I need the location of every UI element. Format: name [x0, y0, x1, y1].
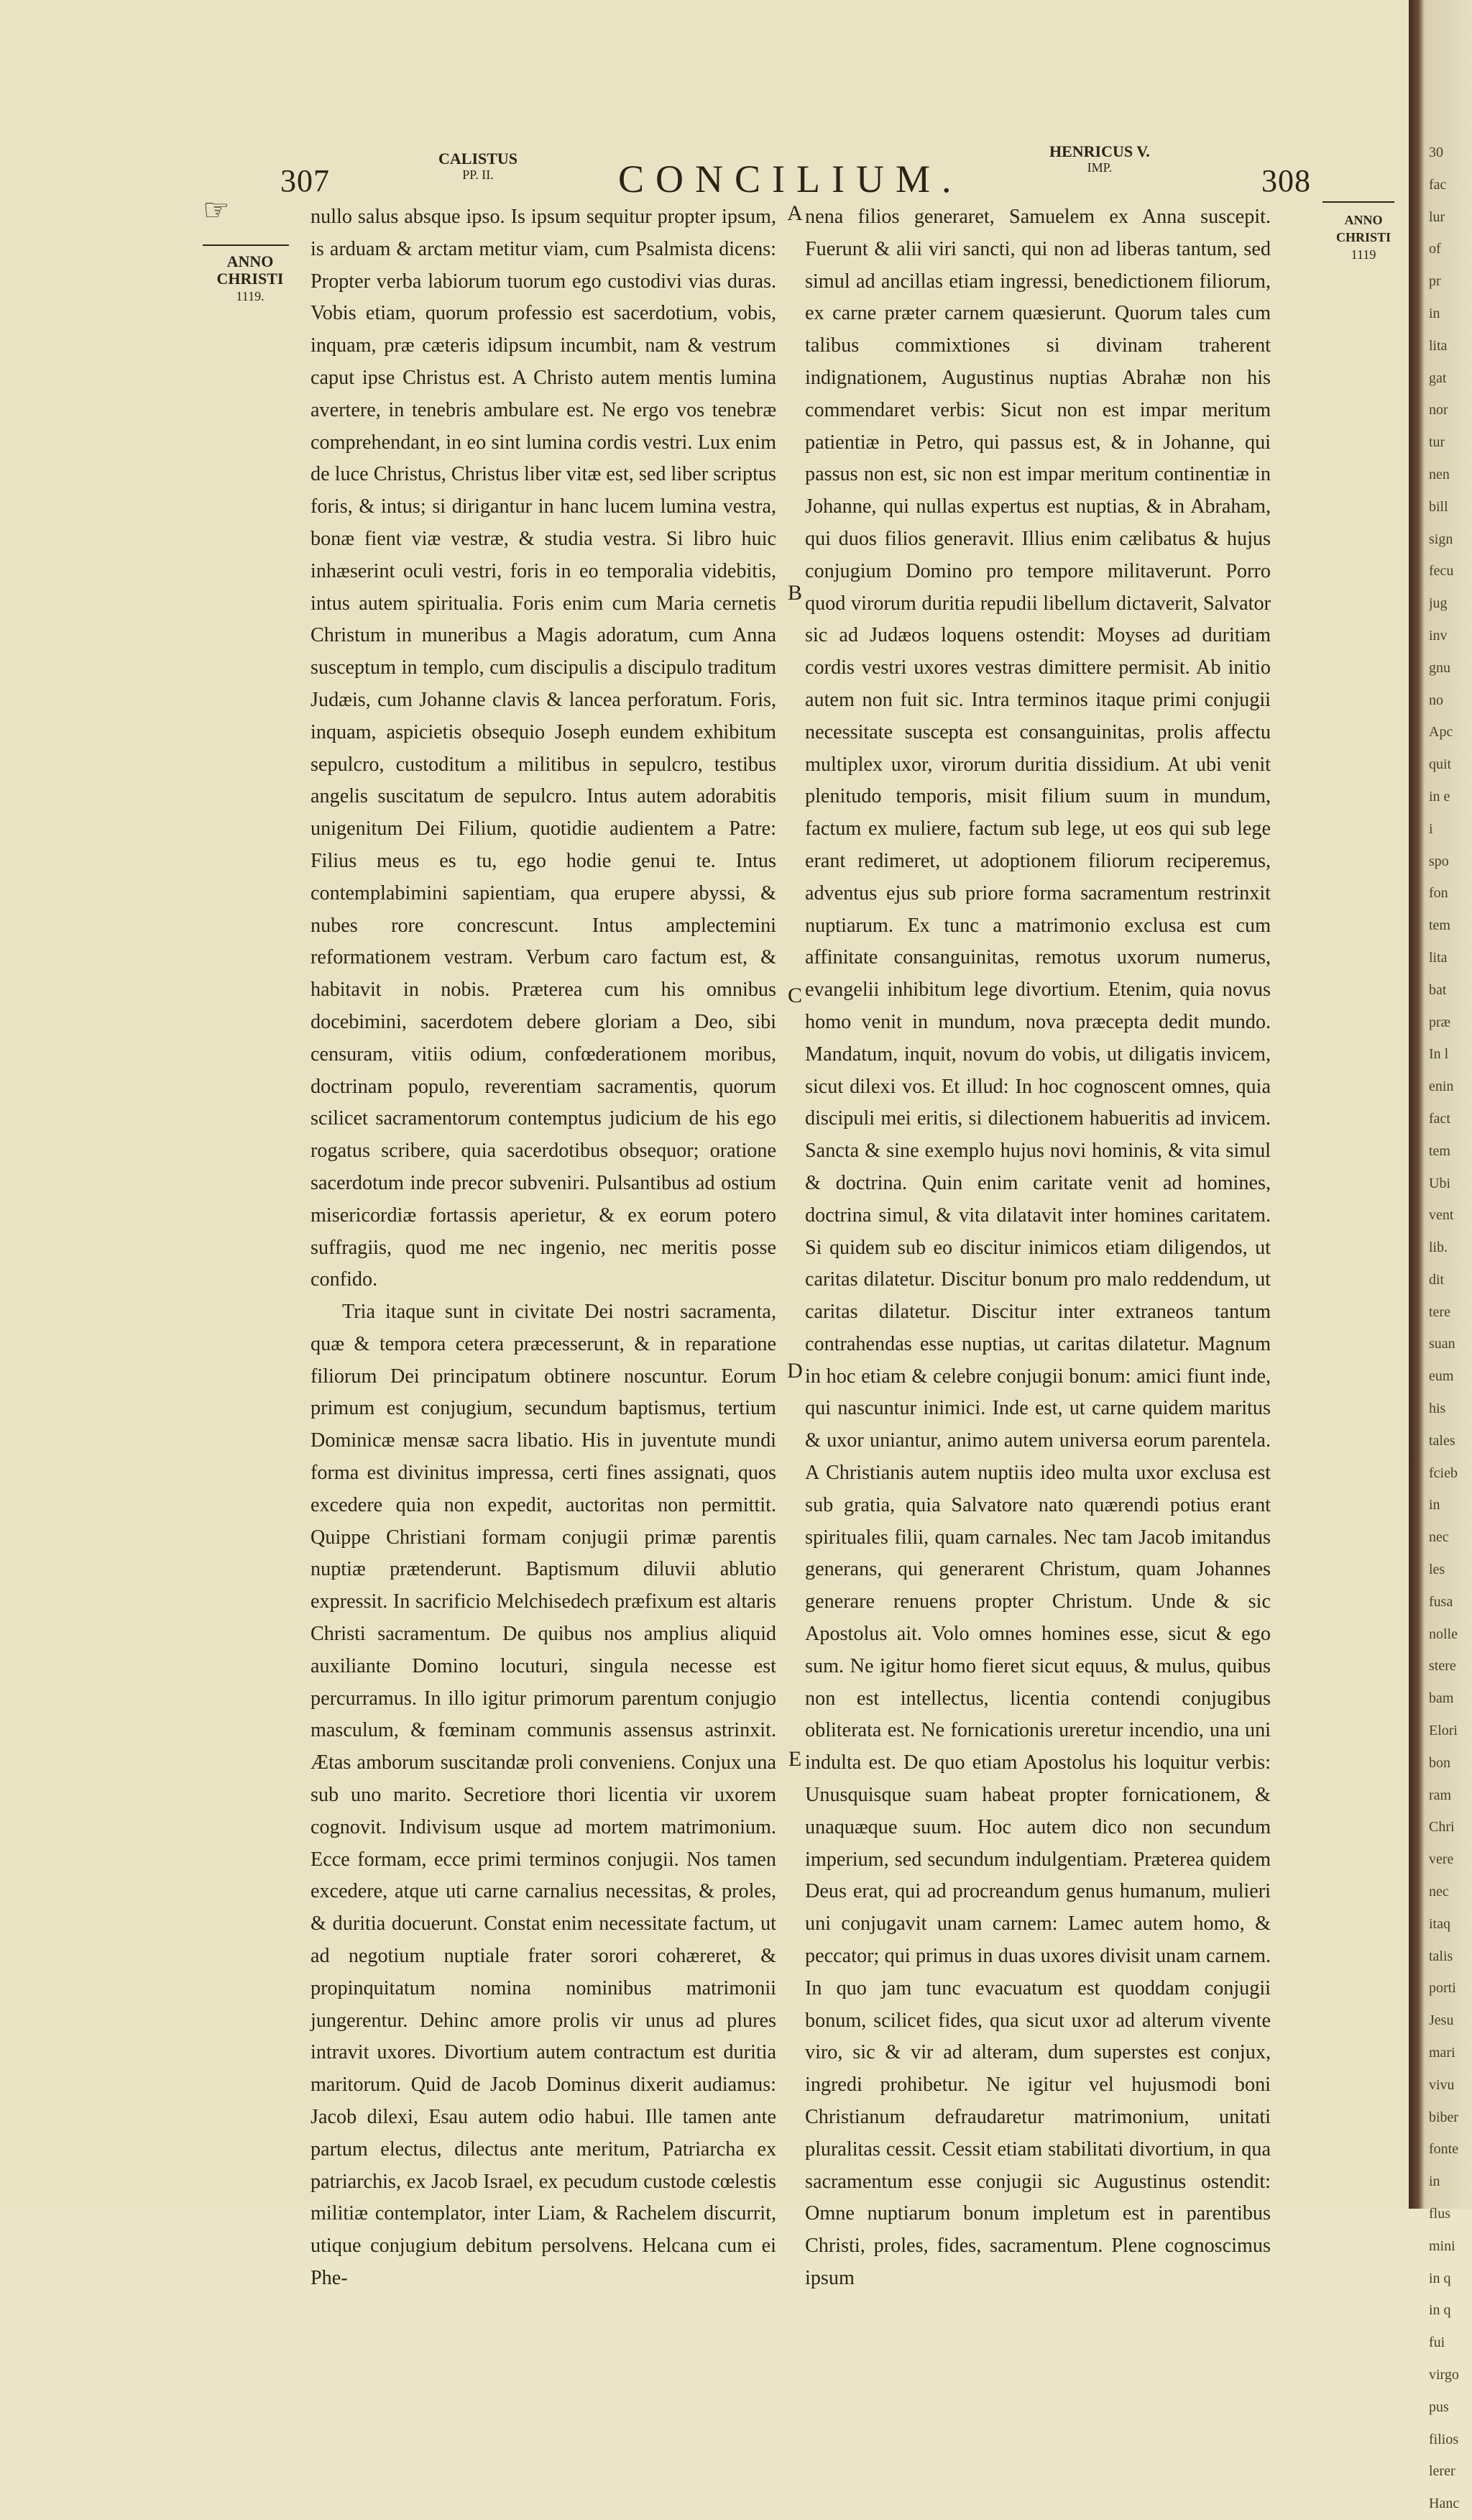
- right-running-head: [1049, 144, 1150, 175]
- section-letter-a: A: [787, 201, 803, 225]
- facing-page-fragment: of: [1429, 241, 1441, 257]
- facing-page-fragment: virgo: [1429, 2366, 1459, 2383]
- facing-page-fragment: fact: [1429, 1110, 1450, 1127]
- facing-page-fragment: tur: [1429, 434, 1445, 451]
- facing-page-fragment: in e: [1429, 788, 1450, 805]
- facing-page-fragment: inv: [1429, 627, 1448, 643]
- facing-page-fragment: Elori: [1429, 1723, 1458, 1739]
- facing-page-fragment: pr: [1429, 273, 1441, 290]
- margin-anno-right-label: ANNO CHRISTI: [1335, 213, 1392, 244]
- facing-page-fragment: porti: [1429, 1980, 1456, 1997]
- page-header: [273, 142, 1344, 201]
- right-page-number: 308: [1261, 163, 1311, 198]
- facing-page-fragment: spo: [1429, 853, 1449, 869]
- facing-page-fragment: lur: [1429, 209, 1445, 225]
- margin-anno-right-year: 1119: [1351, 247, 1376, 262]
- facing-page-fragment: les: [1429, 1562, 1445, 1578]
- margin-rule-right: [1322, 201, 1394, 203]
- facing-page-fragment: sign: [1429, 531, 1453, 547]
- pointing-hand-icon: ☞: [203, 194, 230, 227]
- facing-page-fragment: fecu: [1429, 563, 1454, 579]
- facing-page-fragment: eum: [1429, 1368, 1454, 1385]
- facing-page-fragment: ram: [1429, 1787, 1452, 1803]
- facing-page-fragment: gat: [1429, 370, 1447, 386]
- facing-page-fragment: stere: [1429, 1658, 1456, 1674]
- facing-page-fragment: Hanc: [1429, 2496, 1460, 2512]
- left-running-head: [438, 151, 518, 183]
- facing-page-fragment: gnu: [1429, 659, 1450, 676]
- facing-page-fragment: fcieb: [1429, 1465, 1458, 1481]
- facing-page-fragment: In l: [1429, 1046, 1449, 1063]
- facing-page-fragment: fonte: [1429, 2141, 1459, 2158]
- facing-page-fragment: Apc: [1429, 724, 1453, 741]
- facing-page-fragment: Ubi: [1429, 1175, 1450, 1191]
- facing-page-fragment: no: [1429, 692, 1443, 708]
- facing-page-fragment: fui: [1429, 2335, 1445, 2351]
- facing-page-fragment: 30: [1429, 145, 1443, 160]
- right-text-column: [805, 201, 1271, 2295]
- facing-page-fragment: nec: [1429, 1884, 1449, 1900]
- right-runner-name: HENRICUS V.: [1049, 142, 1150, 160]
- left-paragraph-2: Tria itaque sunt in civitate Dei nostri sacramenta, quæ & tempora cetera præcesserunt, & in reparatione filiorum Dei principatum obtinere noscuntur. Eorum primum est conjugium, secundum baptismus, tertium Dominicæ mensæ sacra libatio. His in juventute mundi forma est divinitus impressa, certi fines assignati, quos excedere quia non expedit, auctoritas non permittit. Quippe Christiani formam conjugii primæ parentis nuptiæ prætenderunt. Baptismum diluvii ablutio expressit. In sacrificio Melchisedech præfixum est altaris Christi sacramentum. De quibus nos amplius aliquid auxiliante Domino locuturi, singula necesse est percurramus. In illo igitur primorum parentum conjugio masculum, & fœminam communis assensus astrinxit. Ætas amborum suscitandæ proli conveniens. Conjux una sub uno marito. Secretiore thori licentia vir uxorem cognovit. Indivisum usque ad mortem matrimonium. Ecce formam, ecce primi terminos conjugii. Nos tamen excedere, atque uti carne carnalius necessitas, & proles, & duritia docuerunt. Constat enim necessitate factum, ut ad negotium nuptiale frater sorori cohæreret, & propinquitatum nomina nominibus matrimonii jungerentur. Dehinc amore prolis vir unus ad plures intravit uxores. Divortium autem contractum est duritia maritorum. Quid de Jacob Dominus dixerit audiamus: Jacob dilexi, Esau autem odio habui. Ille tamen ante partum electus, dilectus ante meritum, Patriarcha ex patriarchis, ex Jacob Israel, ex pecudum custode cœlestis militiæ contemplator, inter Liam, & Rachelem discurrit, utique conjugium debitum persolvens. Helcana cum ei Phe-: [310, 1301, 776, 2289]
- facing-page-fragment: in: [1429, 305, 1440, 321]
- facing-page-fragment: fon: [1429, 885, 1448, 902]
- facing-page-fragment: bat: [1429, 981, 1447, 998]
- facing-page-fragment: vere: [1429, 1851, 1454, 1868]
- page-title: CONCILIUM.: [618, 157, 963, 201]
- left-paragraph-1: nullo salus absque ipso. Is ipsum sequitur propter ipsum, is arduam & arctam metitur viam, cum Psalmista dicens: Propter verba labiorum tuorum ego custodivi vias duras. Vobis etiam, quorum professio est sacerdotium, vobis, inquam, præ cæteris idipsum incumbit, nam & vestrum caput ipse Christus est. A Christo autem mentis lumina avertere, in tenebris ambulare est. Ne ergo vos tenebræ comprehendant, in eo sint lumina cordis vestri. Lux enim de luce Christus, Christus liber vitæ est, sed liber scriptus foris, & intus; si dirigantur in hanc lucem lumina vestra, bonæ fient viæ vestræ, & studia vestra. Si libro huic inhæserint oculi vestri, foris in eo temporalia videbitis, intus autem spiritualia. Foris enim cum Maria cernetis Christum in muneribus a Magis adoratum, cum Anna susceptum in templo, cum discipulis a discipulo traditum Judæis, cum Johanne clavis & lancea perforatum. Foris, inquam, aspicietis obsequio Joseph eundem exhibitum sepulcro, custoditum a militibus in sepulcro, testibus angelis suscitatum de sepulcro. Intus autem adorabitis unigenitum Dei Filium, quotidie audientem a Patre: Filius meus es tu, ego hodie genui te. Intus contemplabimini sapientiam, qua erupere abyssi, & nubes rore concrescunt. Intus amplectemini reformationem vestram. Verbum caro factum est, & habitavit in nobis. Præterea cum his omnibus docebimini, sacerdotem debere gloriam a Deo, sibi censuram, vitiis odium, confœderationem moribus, doctrinam populo, reverentiam sacramentis, quorum scilicet sacramentorum contemptus judicium de his ego rogatus scribere, quia sacerdotibus obsequor; oratione sacerdotum inde precor subveniri. Pulsantibus ad ostium misericordiæ fortassis aperietur, & ex eorum potero suffragiis, quod me nec ingenio, nec meritis posse confido.: [310, 206, 776, 1291]
- left-runner-sub: PP. II.: [462, 168, 494, 182]
- facing-page-fragment: mini: [1429, 2237, 1455, 2254]
- facing-page-fragment: flus: [1429, 2206, 1450, 2222]
- facing-page-fragment: talis: [1429, 1948, 1453, 1964]
- facing-page-fragment: tem: [1429, 1142, 1450, 1159]
- facing-page-fragment: his: [1429, 1401, 1446, 1417]
- facing-page-fragment: mari: [1429, 2045, 1455, 2061]
- right-runner-sub: IMP.: [1087, 160, 1113, 175]
- facing-page-fragment: in: [1429, 1497, 1440, 1513]
- facing-page-fragment: bam: [1429, 1690, 1454, 1707]
- facing-page-fragment: itaq: [1429, 1915, 1450, 1932]
- section-letter-d: D: [787, 1359, 803, 1383]
- margin-anno-left-year: 1119.: [236, 289, 264, 303]
- facing-page-fragment: lerer: [1429, 2463, 1455, 2480]
- facing-page-fragments: [1429, 137, 1472, 2520]
- facing-page-fragment: lita: [1429, 949, 1448, 966]
- facing-page-fragment: fac: [1429, 176, 1447, 193]
- facing-page-fragment: pus: [1429, 2398, 1449, 2415]
- margin-anno-right: [1331, 211, 1396, 263]
- facing-page-fragment: Chri: [1429, 1819, 1455, 1836]
- facing-page-fragment: jug: [1429, 595, 1448, 612]
- facing-page-fragment: filios: [1429, 2431, 1459, 2447]
- facing-page-fragment: tales: [1429, 1432, 1455, 1449]
- facing-page-fragment: lib.: [1429, 1240, 1448, 1256]
- facing-page-fragment: nen: [1429, 466, 1450, 482]
- section-letter-c: C: [787, 984, 802, 1007]
- facing-page-fragment: lita: [1429, 337, 1448, 354]
- facing-page-fragment: in q: [1429, 2302, 1451, 2319]
- facing-page-fragment: præ: [1429, 1014, 1450, 1030]
- left-text-column: [310, 201, 776, 2295]
- facing-page-fragment: vivu: [1429, 2076, 1455, 2093]
- margin-anno-left: [193, 253, 308, 305]
- facing-page-edge: [1409, 0, 1472, 2512]
- section-letter-b: B: [787, 581, 802, 605]
- facing-page-fragment: suan: [1429, 1336, 1455, 1352]
- facing-page-fragment: in q: [1429, 2270, 1451, 2286]
- margin-rule-left: [203, 244, 289, 246]
- facing-page-fragment: in: [1429, 2173, 1440, 2190]
- left-runner-name: CALISTUS: [438, 150, 518, 168]
- facing-page-fragment: quit: [1429, 756, 1452, 773]
- facing-page-fragment: vent: [1429, 1207, 1454, 1224]
- right-paragraph-1: nena filios generaret, Samuelem ex Anna suscepit. Fuerunt & alii viri sancti, qui non ad liberas tantum, sed simul ad ancillas etiam ingressi, benedictionem filiorum, ex carne præter carnem quæsierunt. Quorum tales cum talibus commixtiones si divinam traherent indignationem, Augustinus nuptias Abrahæ non his commendaret verbis: Sicut non est impar meritum patientiæ in Petro, qui passus est, & in Johanne, qui passus non est, sic non est impar meritum continentiæ in Johanne, qui nullas expertus est nuptias, & in Abraham, qui duos filios generavit. Illius enim cælibatus & hujus conjugium Domino pro tempore militaverunt. Porro quod virorum duritia repudii libellum dictaverit, Salvator sic ad Judæos loquens ostendit: Moyses ad duritiam cordis vestri uxores vestras dimittere permisit. Ab initio autem non fuit sic. Intra terminos itaque primi conjugii necessitate suscepta est consanguinitas, prolis affectu multiplex uxor, virorum duritia dissidium. At ubi venit plenitudo temporis, misit filium suum in mundum, factum ex muliere, factum sub lege, ut eos qui sub lege erant redimeret, ut adoptionem filiorum reciperemus, adventus ejus sub priore forma sacramentum restrinxit nuptiarum. Ex tunc a matrimonio exclusa est cum affinitate consanguinitas, remotus uxorum numerus, evangelii inhibitum lege divortium. Etenim, quia novus homo venit in mundum, nova præcepta dedit mundo. Mandatum, inquit, novum do vobis, ut diligatis invicem, sicut dilexi vos. Et illud: In hoc cognoscent omnes, quia discipuli mei eritis, si dilectionem habueritis ad invicem. Sancta & sine exemplo hujus novi hominis, & vita simul & doctrina. Quin enim caritate venit ad homines, doctrina simul, & vita dilatavit inter homines caritatem. Si quidem sub eo discitur inimicos etiam diligendos, ut caritas dilatetur. Discitur bonum pro malo reddendum, ut caritas dilatetur. Discitur inter extraneos tantum contrahendas esse nuptias, ut caritas dilatetur. Magnum in hoc etiam & celebre conjugii bonum: amici fiunt inde, qui nascuntur inimici. Inde est, ut carne quidem maritus & uxor uniantur, animo autem universa eorum parentela. A Christianis autem nuptiis ideo multa uxor exclusa est sub gratia, quia Salvatore nato quærendi potius erant spirituales filii, quam carnales. Nec tam Jacob imitandus generans, qui generarent Christum, quam Johannes generare renuens propter Christum. Unde & sic Apostolus ait. Volo omnes homines esse, sicut & ego sum. Ne igitur homo fieret sicut equus, & mulus, quibus non est intellectus, licentia contendi conjugibus obliterata est. Ne fornicationis ureretur incendio, una uni indulta est. De quo etiam Apostolus his loquitur verbis: Unusquisque suam habeat propter fornicationem, & unaquæque suum. Hoc autem dico non secundum imperium, sed secundum indulgentiam. Præterea quidem Deus erat, qui ad procreandum genus humanum, mulieri uni conjugavit unam carnem: Lamec autem homo, & peccator; qui primus in duas uxores divisit unam carnem. In quo jam tunc evacuatum est quoddam conjugii bonum, scilicet fides, qua sicut uxor ad alterum vivente viro, sic & vir ad alteram, dum superstes est conjux, ingredi prohibetur. Ne igitur vel hujusmodi boni Christianum defraudaretur matrimonium, unitati pluralitas cessit. Cessit etiam stabilitati divortium, in qua sacramentum esse conjugii sic Augustinus ostendit: Omne nuptiarum bonum impletum est in parentibus Christi, proles, fides, sacramentum. Plene cognoscimus ipsum: [805, 206, 1271, 2289]
- facing-page-fragment: enin: [1429, 1078, 1454, 1095]
- facing-page-fragment: tem: [1429, 917, 1450, 934]
- facing-page-fragment: nec: [1429, 1529, 1449, 1546]
- left-page-number: 307: [280, 163, 330, 198]
- facing-page-fragment: bon: [1429, 1754, 1450, 1771]
- section-letter-e: E: [788, 1747, 802, 1771]
- facing-page-fragment: nolle: [1429, 1626, 1458, 1642]
- facing-page-fragment: fusa: [1429, 1593, 1453, 1610]
- margin-anno-left-label: ANNO CHRISTI: [216, 252, 284, 288]
- facing-page-fragment: Jesu: [1429, 2012, 1454, 2029]
- facing-page-fragment: i: [1429, 820, 1433, 837]
- facing-page-fragment: nor: [1429, 402, 1448, 418]
- facing-page-fragment: dit: [1429, 1271, 1445, 1288]
- facing-page-fragment: tere: [1429, 1303, 1450, 1320]
- facing-page-fragment: biber: [1429, 2109, 1459, 2125]
- facing-page-fragment: bill: [1429, 498, 1448, 515]
